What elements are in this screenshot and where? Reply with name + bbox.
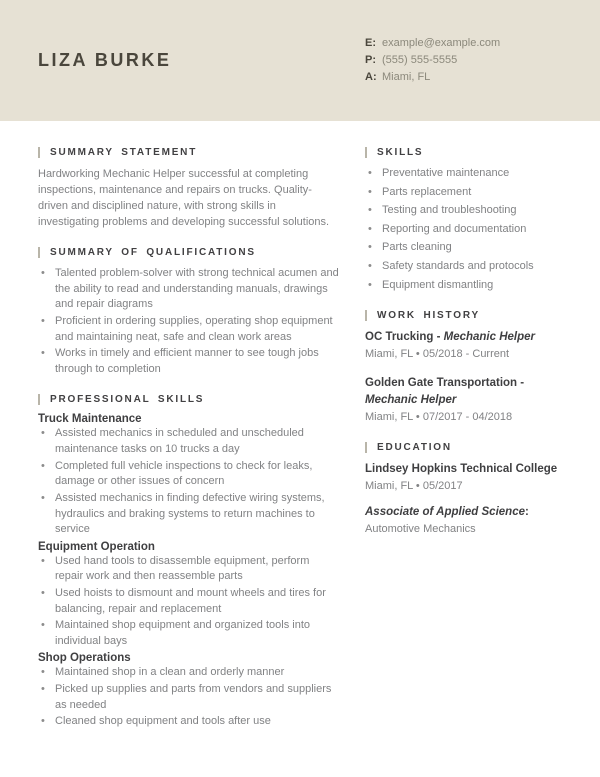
job-title — [365, 375, 565, 408]
section-divider-bar — [365, 147, 367, 158]
list-item: • Used hoists to dismount and mount wheels and tires for balancing, repair and replacement — [38, 586, 340, 617]
job-entry — [365, 329, 565, 362]
degree-colon: : — [524, 506, 529, 519]
job-company: OC Trucking - — [365, 331, 441, 344]
job-title — [365, 329, 565, 346]
list-item: • Parts cleaning — [365, 240, 565, 256]
job-company: Golden Gate Transportation - — [365, 377, 525, 390]
address-label: A: — [365, 71, 377, 84]
school-name: Lindsey Hopkins Technical College — [365, 463, 558, 476]
qualifications-list — [38, 266, 340, 377]
list-item: • Works in timely and efficient manner to see tough jobs through to completion — [38, 346, 340, 377]
summary-statement-title: SUMMARY STATEMENT — [50, 147, 198, 158]
list-item: • Parts replacement — [365, 185, 565, 201]
list-item: • Safety standards and protocols — [365, 259, 565, 275]
list-item: • Proficient in ordering supplies, operating shop equipment and maintaining neat, safe and clean work areas — [38, 314, 340, 345]
qualifications-title: SUMMARY OF QUALIFICATIONS — [50, 247, 256, 259]
education-meta: Miami, FL • 05/2017 — [365, 479, 463, 492]
list-item: • Maintained shop in a clean and orderly manner — [38, 665, 340, 681]
skill-group-equipment-operation: Equipment Operation — [38, 540, 155, 553]
person-name: LIZA BURKE — [38, 49, 172, 70]
email-label: E: — [365, 36, 376, 49]
section-qualifications — [38, 247, 340, 377]
list-item: • Preventative maintenance — [365, 166, 565, 182]
header-name-block — [38, 51, 340, 71]
right-column — [365, 147, 565, 747]
contact-email-row — [365, 35, 500, 52]
job-entry — [365, 375, 565, 425]
section-divider-bar — [365, 310, 367, 321]
shop-operations-list — [38, 665, 340, 729]
list-item: • Reporting and documentation — [365, 222, 565, 238]
section-education — [365, 442, 565, 537]
professional-skills-heading — [38, 394, 340, 405]
degree-field: Automotive Mechanics — [365, 522, 476, 535]
section-divider-bar — [38, 247, 40, 258]
section-divider-bar — [38, 394, 40, 405]
education-school-block — [365, 461, 565, 494]
left-column — [38, 147, 340, 747]
list-item: • Picked up supplies and parts from vendors and suppliers as needed — [38, 682, 340, 713]
list-item: • Completed full vehicle inspections to check for leaks, damage or other issues of concern — [38, 459, 340, 490]
summary-statement-text: Hardworking Mechanic Helper successful at completing inspections, maintenance and repairs on trucks. Quality-driven and disciplined nature, with strong skills in investigating problems and developing successful solutions. — [38, 168, 330, 229]
work-history-title: WORK HISTORY — [377, 310, 480, 322]
skills-list — [365, 166, 565, 293]
section-divider-bar — [365, 442, 367, 453]
contact-address-row — [365, 69, 500, 86]
skills-heading — [365, 147, 565, 158]
address-value: Miami, FL — [382, 71, 431, 84]
degree-line — [365, 504, 565, 521]
summary-statement-heading — [38, 147, 340, 158]
list-item: • Assisted mechanics in scheduled and unscheduled maintenance tasks on 10 trucks a day — [38, 426, 340, 457]
equipment-operation-list — [38, 554, 340, 650]
skills-title: SKILLS — [377, 147, 424, 158]
section-divider-bar — [38, 147, 40, 158]
email-value: example@example.com — [382, 36, 501, 49]
list-item: • Talented problem-solver with strong technical acumen and the ability to read and understanding manuals, drawings and repair diagrams — [38, 266, 340, 313]
list-item: • Maintained shop equipment and organized tools into individual bays — [38, 618, 340, 649]
resume-body — [0, 121, 600, 747]
professional-skills-title: PROFESSIONAL SKILLS — [50, 394, 205, 406]
section-summary-statement — [38, 147, 340, 230]
job-meta: Miami, FL • 07/2017 - 04/2018 — [365, 410, 513, 423]
header — [0, 0, 600, 121]
contact-phone-row — [365, 52, 500, 69]
list-item: • Cleaned shop equipment and tools after use — [38, 714, 340, 730]
phone-label: P: — [365, 53, 376, 66]
section-skills — [365, 147, 565, 293]
work-history-heading — [365, 310, 565, 321]
qualifications-heading — [38, 247, 340, 258]
degree-name: Associate of Applied Science — [365, 506, 525, 519]
skill-group-truck-maintenance: Truck Maintenance — [38, 413, 142, 426]
contact-info — [365, 35, 500, 86]
skill-group-shop-operations: Shop Operations — [38, 652, 131, 665]
truck-maintenance-list — [38, 426, 340, 537]
education-heading — [365, 442, 565, 453]
job-role: Mechanic Helper — [365, 394, 457, 407]
list-item: • Assisted mechanics in finding defective wiring systems, hydraulics and braking systems to return machines to service — [38, 491, 340, 538]
section-work-history — [365, 310, 565, 425]
section-professional-skills — [38, 394, 340, 729]
job-role: Mechanic Helper — [443, 331, 536, 344]
phone-value: (555) 555-5555 — [382, 53, 458, 66]
job-meta: Miami, FL • 05/2018 - Current — [365, 347, 510, 360]
list-item: • Testing and troubleshooting — [365, 203, 565, 219]
list-item: • Equipment dismantling — [365, 278, 565, 294]
list-item: • Used hand tools to disassemble equipment, perform repair work and then reassemble parts — [38, 554, 340, 585]
education-title: EDUCATION — [377, 442, 452, 454]
